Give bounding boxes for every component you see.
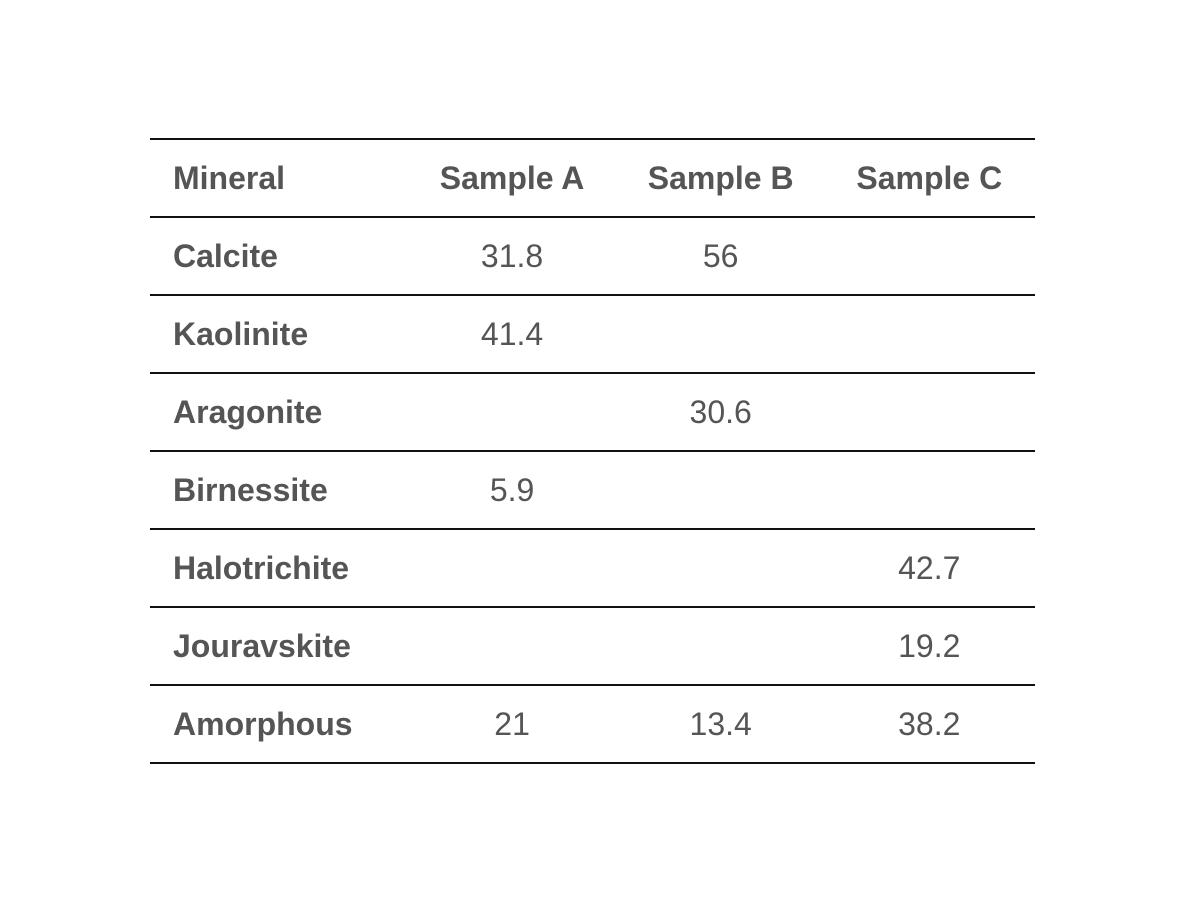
cell-mineral: Amorphous xyxy=(150,685,406,763)
header-row xyxy=(150,139,1035,217)
cell-sample-b: 13.4 xyxy=(618,685,824,763)
cell-mineral: Birnessite xyxy=(150,451,406,529)
mineral-table xyxy=(150,138,1035,764)
cell-sample-b xyxy=(618,607,824,685)
cell-sample-a: 21 xyxy=(406,685,617,763)
cell-mineral: Kaolinite xyxy=(150,295,406,373)
cell-sample-a: 5.9 xyxy=(406,451,617,529)
column-header-sample-c: Sample C xyxy=(824,139,1035,217)
cell-sample-a: 41.4 xyxy=(406,295,617,373)
cell-sample-a: 31.8 xyxy=(406,217,617,295)
cell-mineral: Aragonite xyxy=(150,373,406,451)
cell-sample-c xyxy=(824,373,1035,451)
table-body xyxy=(150,217,1035,763)
cell-sample-a xyxy=(406,529,617,607)
cell-sample-c: 19.2 xyxy=(824,607,1035,685)
cell-sample-c xyxy=(824,451,1035,529)
cell-sample-c xyxy=(824,295,1035,373)
cell-sample-b: 56 xyxy=(618,217,824,295)
table-row xyxy=(150,607,1035,685)
table-row xyxy=(150,373,1035,451)
column-header-sample-b: Sample B xyxy=(618,139,824,217)
table-row xyxy=(150,529,1035,607)
cell-mineral: Halotrichite xyxy=(150,529,406,607)
cell-sample-b xyxy=(618,529,824,607)
column-header-sample-a: Sample A xyxy=(406,139,617,217)
cell-sample-b xyxy=(618,451,824,529)
cell-mineral: Calcite xyxy=(150,217,406,295)
cell-sample-a xyxy=(406,373,617,451)
cell-sample-a xyxy=(406,607,617,685)
table-row xyxy=(150,295,1035,373)
table-row xyxy=(150,217,1035,295)
cell-sample-c xyxy=(824,217,1035,295)
cell-sample-b xyxy=(618,295,824,373)
cell-sample-c: 42.7 xyxy=(824,529,1035,607)
table-row xyxy=(150,685,1035,763)
cell-mineral: Jouravskite xyxy=(150,607,406,685)
table-header xyxy=(150,139,1035,217)
table-row xyxy=(150,451,1035,529)
cell-sample-b: 30.6 xyxy=(618,373,824,451)
column-header-mineral: Mineral xyxy=(150,139,406,217)
cell-sample-c: 38.2 xyxy=(824,685,1035,763)
